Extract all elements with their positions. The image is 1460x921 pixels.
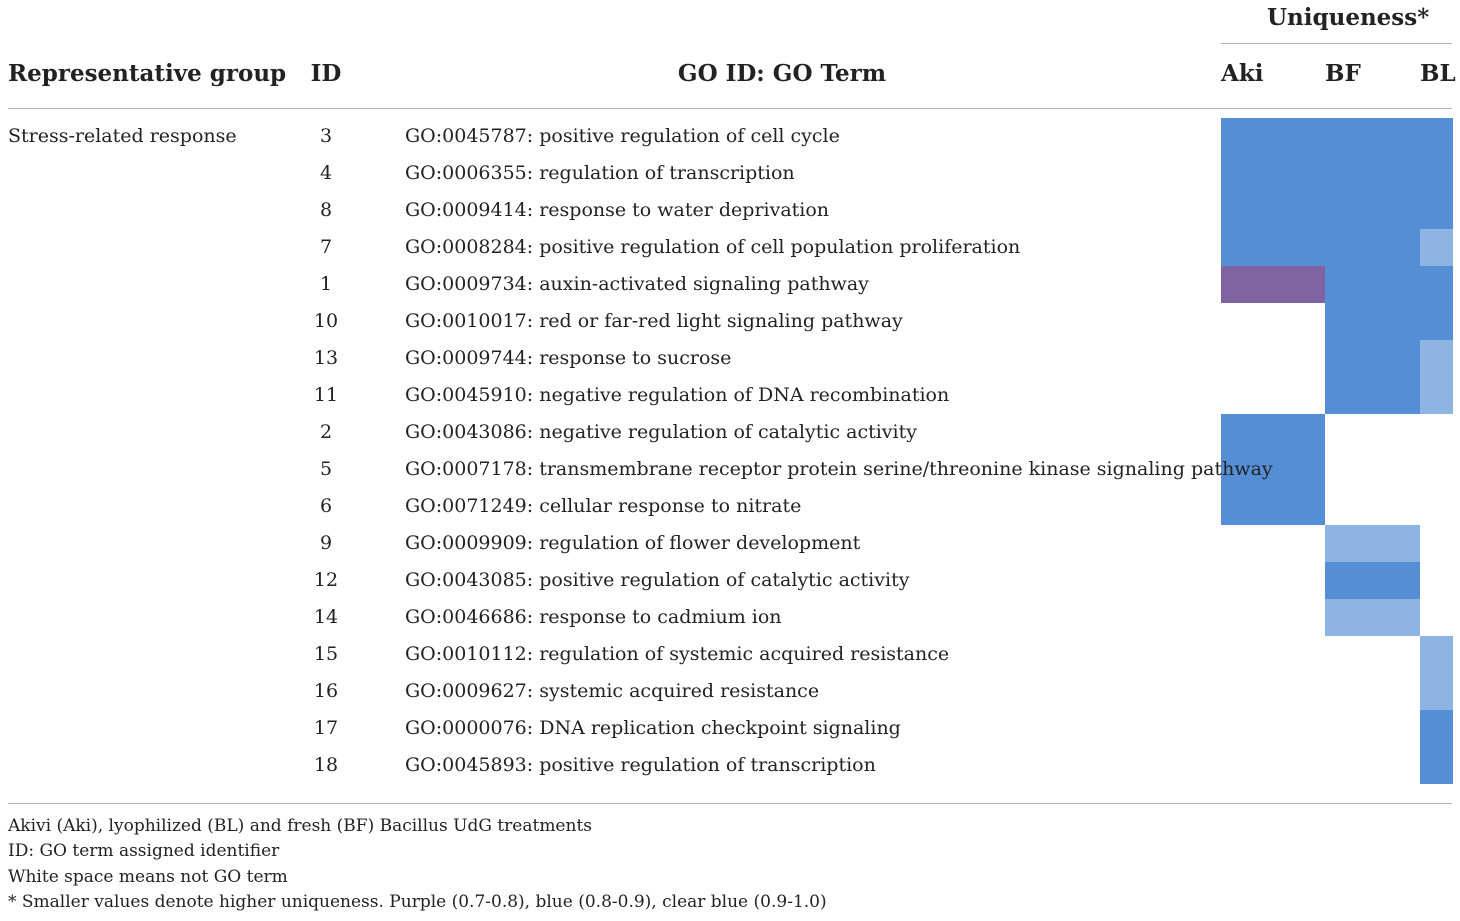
uniqueness-cell-aki [1221,562,1325,599]
uniqueness-cell-aki [1221,192,1325,229]
header-id: ID [310,60,342,87]
row-go-term: GO:0043085: positive regulation of catalytic activity [405,569,910,591]
uniqueness-cell-bf [1325,340,1420,377]
uniqueness-cell-bf [1325,636,1420,673]
uniqueness-cell-aki [1221,155,1325,192]
row-go-term: GO:0007178: transmembrane receptor protein serine/threonine kinase signaling pathway [405,458,1273,480]
row-go-term: GO:0045893: positive regulation of transcription [405,754,876,776]
uniqueness-cell-bl [1420,229,1453,266]
uniqueness-cell-bf [1325,192,1420,229]
row-go-term: GO:0009734: auxin-activated signaling pathway [405,273,869,295]
table-row [0,192,1460,229]
row-go-term: GO:0071249: cellular response to nitrate [405,495,802,517]
footnote-uniqueness-scale: * Smaller values denote higher uniqueness. Purple (0.7-0.8), blue (0.8-0.9), clear blue (0.9-1.0) [8,892,827,912]
uniqueness-cell-aki [1221,303,1325,340]
row-id: 2 [319,421,333,443]
table-row [0,229,1460,266]
table-row [0,266,1460,303]
row-go-term: GO:0009744: response to sucrose [405,347,732,369]
uniqueness-cell-bf [1325,155,1420,192]
row-id: 15 [313,643,339,665]
uniqueness-rule [1221,43,1452,44]
uniqueness-cell-bl [1420,155,1453,192]
table-row [0,340,1460,377]
table-row [0,155,1460,192]
row-id: 9 [319,532,333,554]
row-id: 3 [319,125,333,147]
row-id: 7 [319,236,333,258]
table-row [0,747,1460,784]
uniqueness-cell-bl [1420,192,1453,229]
uniqueness-cell-bf [1325,414,1420,451]
uniqueness-cell-bf [1325,710,1420,747]
header-representative-group: Representative group [8,60,287,87]
uniqueness-cell-aki [1221,747,1325,784]
row-go-term: GO:0045910: negative regulation of DNA recombination [405,384,950,406]
uniqueness-cell-bf [1325,229,1420,266]
row-go-term: GO:0000076: DNA replication checkpoint signaling [405,717,901,739]
uniqueness-cell-aki [1221,118,1325,155]
uniqueness-cell-bl [1420,636,1453,673]
uniqueness-cell-bl [1420,747,1453,784]
row-id: 8 [319,199,333,221]
table-row [0,488,1460,525]
row-id: 5 [319,458,333,480]
table-row [0,303,1460,340]
header-go-term: GO ID: GO Term [677,60,887,87]
header-bf: BF [1325,60,1361,87]
uniqueness-cell-bl [1420,525,1453,562]
uniqueness-cell-bf [1325,747,1420,784]
table-row [0,599,1460,636]
row-id: 11 [313,384,339,406]
row-go-term: GO:0043086: negative regulation of catalytic activity [405,421,917,443]
uniqueness-cell-bl [1420,414,1453,451]
uniqueness-cell-bl [1420,340,1453,377]
uniqueness-cell-aki [1221,266,1325,303]
uniqueness-cell-bl [1420,303,1453,340]
row-id: 4 [319,162,333,184]
uniqueness-cell-bf [1325,451,1420,488]
footnote-abbreviations: Akivi (Aki), lyophilized (BL) and fresh (BF) Bacillus UdG treatments [8,816,593,836]
table-row [0,414,1460,451]
uniqueness-cell-bl [1420,488,1453,525]
table-row [0,636,1460,673]
table-row [0,118,1460,155]
row-id: 18 [313,754,339,776]
uniqueness-cell-bf [1325,673,1420,710]
row-go-term: GO:0008284: positive regulation of cell population proliferation [405,236,1021,258]
uniqueness-header: Uniqueness* [1267,4,1430,31]
row-go-term: GO:0009909: regulation of flower development [405,532,861,554]
uniqueness-cell-aki [1221,377,1325,414]
uniqueness-cell-bl [1420,599,1453,636]
uniqueness-cell-bl [1420,562,1453,599]
row-id: 16 [313,680,339,702]
uniqueness-cell-aki [1221,229,1325,266]
row-id: 1 [319,273,333,295]
row-id: 14 [313,606,339,628]
row-go-term: GO:0009414: response to water deprivation [405,199,830,221]
table-row [0,377,1460,414]
uniqueness-cell-aki [1221,525,1325,562]
row-go-term: GO:0009627: systemic acquired resistance [405,680,820,702]
row-go-term: GO:0010112: regulation of systemic acquired resistance [405,643,950,665]
header-rule [8,108,1452,109]
uniqueness-cell-bf [1325,488,1420,525]
uniqueness-cell-aki [1221,488,1325,525]
uniqueness-cell-bl [1420,377,1453,414]
row-go-term: GO:0045787: positive regulation of cell cycle [405,125,840,147]
uniqueness-cell-bf [1325,377,1420,414]
row-id: 17 [313,717,339,739]
uniqueness-cell-bf [1325,525,1420,562]
row-id: 13 [313,347,339,369]
table-row [0,562,1460,599]
uniqueness-cell-bf [1325,562,1420,599]
row-id: 6 [319,495,333,517]
table-row [0,710,1460,747]
header-bl: BL [1420,60,1456,87]
uniqueness-cell-aki [1221,599,1325,636]
uniqueness-cell-bl [1420,118,1453,155]
uniqueness-cell-bf [1325,599,1420,636]
uniqueness-cell-bf [1325,266,1420,303]
uniqueness-cell-bl [1420,710,1453,747]
row-id: 12 [313,569,339,591]
footnote-white-space: White space means not GO term [8,867,288,887]
header-aki: Aki [1221,60,1264,87]
uniqueness-cell-bf [1325,303,1420,340]
row-go-term: GO:0046686: response to cadmium ion [405,606,782,628]
table-row [0,673,1460,710]
row-id: 10 [313,310,339,332]
table-row [0,525,1460,562]
uniqueness-cell-aki [1221,414,1325,451]
table-row [0,451,1460,488]
footnote-id: ID: GO term assigned identifier [8,841,280,861]
uniqueness-cell-aki [1221,710,1325,747]
uniqueness-cell-aki [1221,636,1325,673]
uniqueness-cell-aki [1221,340,1325,377]
uniqueness-cell-bl [1420,673,1453,710]
uniqueness-cell-bl [1420,451,1453,488]
uniqueness-cell-bl [1420,266,1453,303]
uniqueness-cell-aki [1221,673,1325,710]
group-label: Stress-related response [8,125,237,147]
table-bottom-rule [8,803,1452,804]
uniqueness-cell-bf [1325,118,1420,155]
row-go-term: GO:0010017: red or far-red light signaling pathway [405,310,903,332]
row-go-term: GO:0006355: regulation of transcription [405,162,795,184]
